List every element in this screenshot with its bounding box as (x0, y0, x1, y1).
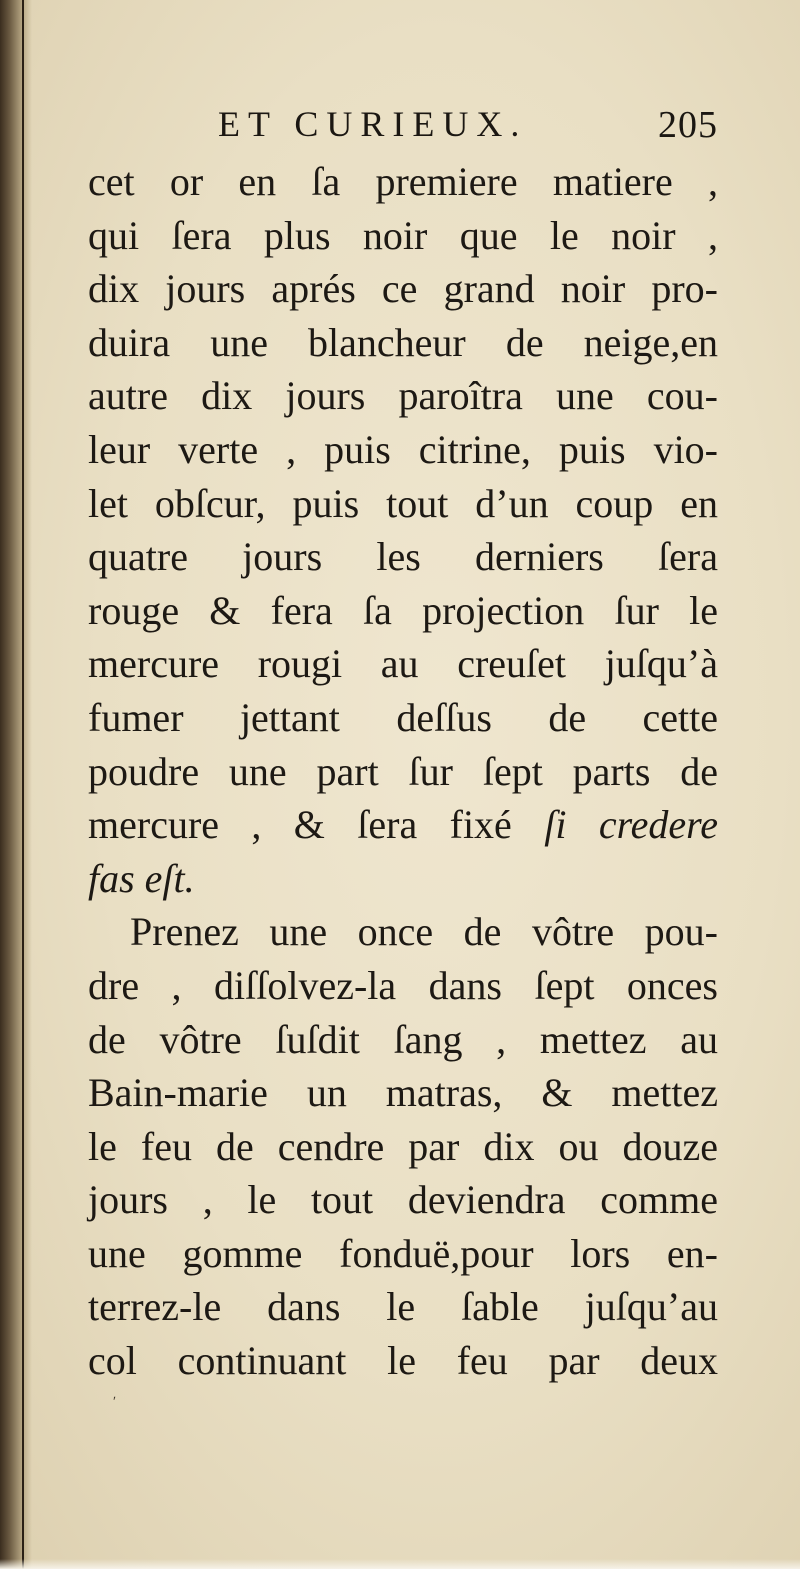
text-line: autre dix jours paroîtra une cou- (88, 373, 718, 419)
text-line: cet or en ſa premiere matiere , (88, 159, 718, 204)
text-line: de vôtre ſuſdit ſang , mettez au (88, 1016, 718, 1062)
text-line: dre , diſſolvez-la dans ſept onces (88, 962, 718, 1008)
text-line-mixed (88, 798, 718, 852)
text-line: duira une blancheur de neige,en (88, 319, 718, 365)
text-line: let obſcur, puis tout d’un coup en (88, 480, 718, 526)
text-line: quatre jours les derniers ſera (88, 534, 718, 580)
text-line: le feu de cendre par dix ou douze (88, 1123, 718, 1169)
ink-speck: ʹ (113, 1395, 117, 1410)
text-line: dix jours aprés ce grand noir pro- (88, 266, 718, 312)
running-title: ET CURIEUX. (218, 104, 528, 144)
text-line: col continuant le feu par deux (88, 1338, 718, 1384)
paragraph-start-line: Prenez une once de vôtre pou- (130, 909, 718, 955)
latin-phrase: ſi credere (544, 802, 718, 848)
page-number: 205 (658, 104, 718, 146)
body-text (88, 155, 718, 1388)
text-line: une gomme fonduë,pour lors en- (88, 1230, 718, 1276)
text-line: jours , le tout deviendra comme (88, 1177, 718, 1223)
text-line: terrez-le dans le ſable juſqu’au (88, 1284, 718, 1330)
binding-shadow (0, 0, 32, 1569)
page-header (218, 103, 718, 151)
latin-phrase-end: fas eſt. (88, 855, 195, 901)
text-line: leur verte , puis citrine, puis vio- (88, 426, 718, 472)
binding-edge (22, 0, 24, 1569)
text-line: qui ſera plus noir que le noir , (88, 212, 718, 258)
text-segment: mercure , & ſera fixé (88, 802, 512, 848)
text-line: rouge & fera ſa projection ſur le (88, 587, 718, 633)
text-line: mercure rougi au creuſet juſqu’à (88, 641, 718, 687)
page-bottom-edge (0, 1559, 800, 1569)
text-line: poudre une part ſur ſept parts de (88, 748, 718, 794)
text-line: Bain-marie un matras, & mettez (88, 1070, 718, 1116)
text-line: fumer jettant deſſus de cette (88, 694, 718, 740)
